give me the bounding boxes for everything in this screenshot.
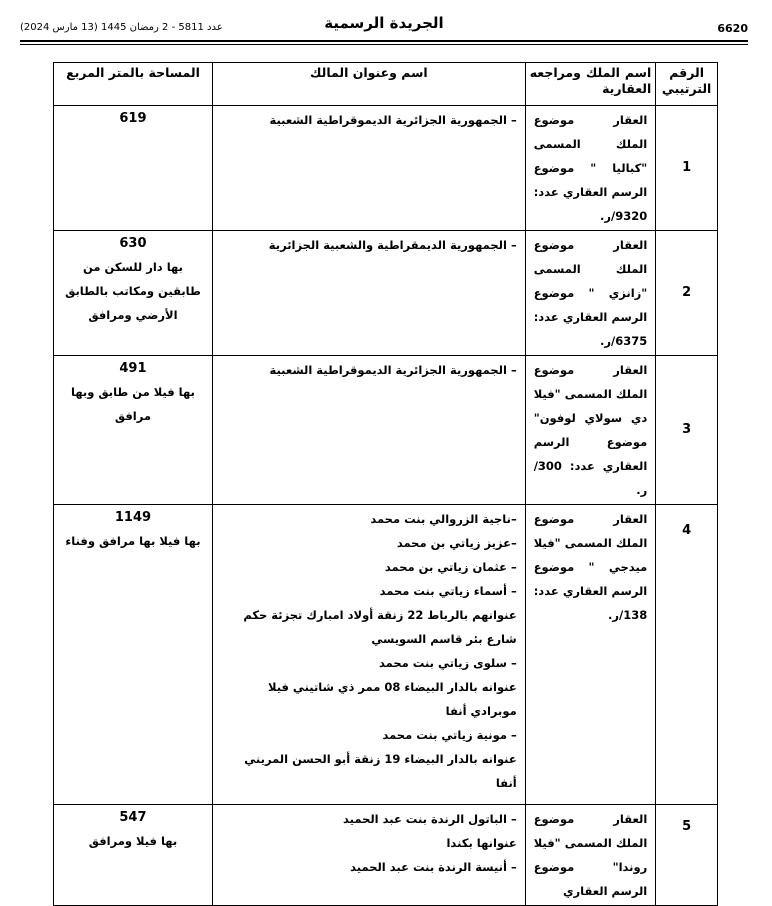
area-cell <box>54 231 213 356</box>
area-note: بها فيلا ومرافق <box>88 834 178 848</box>
gazette-title: الجريدة الرسمية <box>324 14 444 32</box>
owner-line: –ناجية الزروالي بنت محمد <box>370 512 517 526</box>
row-number: 3 <box>656 356 718 505</box>
owner-line: – سلوى زياتي بنت محمد <box>379 656 517 670</box>
area-cell <box>54 356 213 505</box>
property-reference: العقار موضوع الملك المسمى "فيلا ميدجي " موضوع الرسم العقاري عدد: 138/ر. <box>525 505 656 805</box>
owner-line: – الجمهورية الجزائرية الديموقراطية الشعبية <box>269 113 517 127</box>
owner-line: –عزيز زياتي بن محمد <box>396 536 517 550</box>
owner-details <box>212 805 525 906</box>
page-number: 6620 <box>717 22 748 35</box>
area-value: 619 <box>119 111 147 126</box>
owner-line: عنوانها بكندا <box>446 836 517 850</box>
property-reference: العقار موضوع الملك المسمى "زانزي " موضوع الرسم العقاري عدد: 6375/ر. <box>525 231 656 356</box>
area-cell <box>54 106 213 231</box>
column-header-property: اسم الملك ومراجعه العقارية <box>525 63 656 106</box>
owner-details <box>212 356 525 505</box>
header-rule <box>20 40 748 42</box>
owner-line: – مونية زياتي بنت محمد <box>382 728 517 742</box>
table-row <box>54 231 718 356</box>
area-value: 547 <box>119 810 147 825</box>
owner-line: – الباتول الرندة بنت عبد الحميد <box>343 812 517 826</box>
row-number: 4 <box>656 505 718 805</box>
row-number: 1 <box>656 106 718 231</box>
area-note: بها دار للسكن من طابقين ومكاتب بالطابق الأرضي ومرافق <box>65 260 201 322</box>
area-note: بها فيلا بها مرافق وفناء <box>65 534 201 548</box>
area-cell <box>54 805 213 906</box>
owner-line: – أنيسة الرندة بنت عبد الحميد <box>350 860 517 874</box>
property-reference: العقار موضوع الملك المسمى "كباليا " موضوع الرسم العقاري عدد: 9320/ر. <box>525 106 656 231</box>
owner-address: عنوانهم بالرباط 22 زنقة أولاد امبارك تجزئة حكم شارع بئر قاسم السويسي <box>243 608 517 646</box>
row-number: 5 <box>656 805 718 906</box>
table-header-row <box>54 63 718 106</box>
area-note: بها فيلا من طابق وبها مرافق <box>71 385 195 423</box>
header-rule-thin <box>20 44 748 45</box>
area-value: 491 <box>119 361 147 376</box>
table-row <box>54 505 718 805</box>
column-header-owner: اسم وعنوان المالك <box>212 63 525 106</box>
column-header-number: الرقم الترتيبي <box>656 63 718 106</box>
table-row <box>54 106 718 231</box>
owner-details <box>212 106 525 231</box>
property-reference: العقار موضوع الملك المسمى "فيلا روندا" موضوع الرسم العقاري <box>525 805 656 906</box>
owner-line: – الجمهورية الديمقراطية والشعبية الجزائرية <box>268 238 517 252</box>
owner-address: عنوانه بالدار البيضاء 08 ممر ذي شاتيني فيلا موبرادي أنفا <box>267 680 517 718</box>
property-table <box>53 62 718 906</box>
table-row <box>54 805 718 906</box>
owner-line: – أسماء زياتي بنت محمد <box>379 584 517 598</box>
area-cell <box>54 505 213 805</box>
owner-line: – الجمهورية الجزائرية الديموقراطية الشعبية <box>269 363 517 377</box>
owner-details <box>212 505 525 805</box>
area-value: 630 <box>119 236 147 251</box>
owner-line: – عثمان زياتي بن محمد <box>384 560 517 574</box>
property-reference: العقار موضوع الملك المسمى "فيلا دي سولاي لوفون" موضوع الرسم العقاري عدد: 300/ر. <box>525 356 656 505</box>
issue-info: عدد 5811 - 2 رمضان 1445 (13 مارس 2024) <box>20 22 223 33</box>
table-row <box>54 356 718 505</box>
owner-address: عنوانه بالدار البيضاء 19 زنقة أبو الحسن المريني أنفا <box>244 752 517 790</box>
column-header-area: المساحة بالمتر المربع <box>54 63 213 106</box>
area-value: 1149 <box>114 510 152 525</box>
row-number: 2 <box>656 231 718 356</box>
owner-details <box>212 231 525 356</box>
